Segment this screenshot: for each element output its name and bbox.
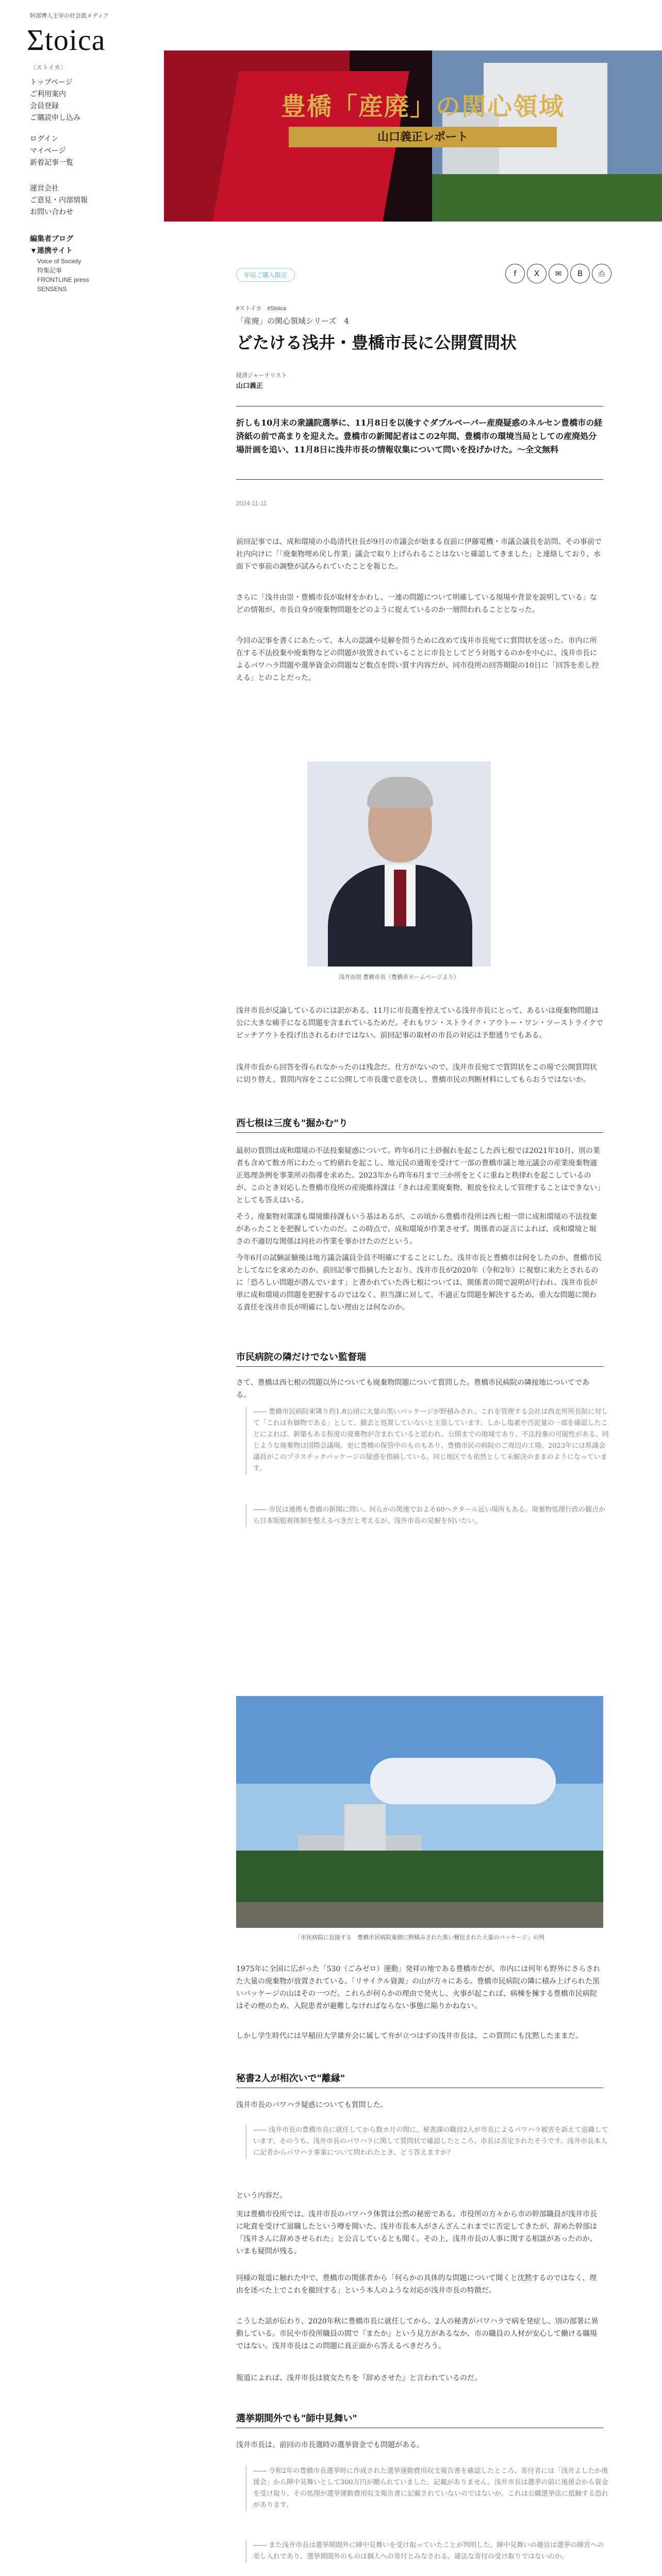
mail-icon[interactable]: ✉	[549, 264, 568, 283]
mayor-portrait-photo	[307, 761, 491, 967]
nav-links	[30, 233, 89, 294]
paragraph: という内容だ。	[236, 2192, 287, 2200]
section-heading: 市民病院の隣だけでない監督瑞	[236, 1350, 603, 1367]
blockquote: ―― 浅井市長の豊橋市長に就任してから数カ月の間に、秘書課の職員2人が市長によるパワハラ被害を訴えて退職しています。そのうち、浅井市長のパワハラに関して質問状で確認したところ、市長は否定されたそうです。浅井市長本人に記者からパワハラ事案について問われたとき、どう答えますか？	[245, 2125, 609, 2159]
photo-caption: 浅井由崇 豊橋市長（豊橋市ホームページより）	[339, 974, 459, 980]
paragraph: 最初の質問は成和環境の不法投棄疑惑について。昨年6月に土砂掘れを起こした西七根では2021年10月、別の業者も含めて数カ所にわたって約値れを起こし、地元民の通報を受けて一部の豊橋市議と地元議会の産業廃棄物適正処理条例を事業所の指導を求めた。2023年から昨年6月まで三か所をとくに重ねと秩律れを起こしているのが、このとき対応した豊橋市役所の産廃維持課は「きれは産業廃棄物、粗放を拉えして管理することはできない」としても答えはいる。	[236, 1147, 601, 1205]
section-heading: 秘書2人が相次いで"離縁"	[236, 2071, 603, 2088]
article-tags[interactable]: #ストイカ #Stoica	[236, 306, 286, 312]
paragraph: 浅井市長のパワハラ疑惑についても質問した。	[236, 2101, 388, 2109]
nav-item-editor-blog[interactable]: 編集者ブログ	[30, 234, 73, 243]
nav-partner-sensens[interactable]: SENSENS	[37, 285, 67, 293]
banner-subtitle: 山口義正レポート	[289, 127, 557, 147]
paragraph: 報道によれば、浅井市長は彼女たちを『辞めさせた』と言われているのだ。	[236, 2374, 482, 2382]
paragraph: さて、豊橋は西七根の問題以外についても廃棄物問題について質問した。豊橋市民病院の隣接地についてである。	[236, 1379, 589, 1399]
paragraph: 実は豊橋市役所では、浅井市長のパワハラ体質は公然の秘密である。市役所の方々から市の幹部職員が浅井市長に叱責を受けて退職したという噂を聞いた。浅井市長本人がさんざんこれまでに否定してきたが、辞めた幹部は「浅井さんに辞めさせられた」と公言しているとも聞く。その上、浅井市長の人事に関する相談があったのか、いまも疑問が残る。	[236, 2210, 597, 2256]
nav-item-guide[interactable]: ご利用案内	[30, 90, 66, 98]
nav-item-company[interactable]: 運営会社	[30, 184, 59, 192]
section-heading: 西七根は三度も"掘かむ"り	[236, 1116, 603, 1133]
article-series: 「産廃」の関心領域シリーズ 4	[236, 316, 349, 326]
article-date: 2024-11-11	[236, 500, 267, 507]
x-twitter-icon[interactable]: X	[527, 264, 547, 283]
blockquote: ―― 市民は連携も豊橋の新聞に問い、何らかの関連でおよそ60ヘクタール近い場所もある。廃棄物処理行政の観点から日本版監視体制を整えるべきだと考えるが、浅井市長の見解を伺いたい。	[245, 1504, 609, 1527]
nav-partner-feature[interactable]: 特集記事	[37, 267, 62, 274]
paragraph: 1975年に全国に広がった「530（ごみゼロ）運動」発祥の地である豊橋市だが、市内には何年も野外にさらされた大量の廃棄物が放置されている。「リサイクル資源」の山が方々にある。豊橋市民病院の隣に積み上げられた黒いパッケージの山はその一つだ。これらが何らかの理由で発火し、火事が起これば、病棟を擁する豊橋市民病院はその煙のため、入院患者が避難しなければならない事態に陥りかねない。	[236, 1965, 601, 2010]
site-logo[interactable]: Σtoica	[27, 23, 106, 57]
hospital-waste-photo	[236, 1696, 603, 1928]
paragraph: 浅井市長は、前回の市長選時の選挙資金でも問題がある。	[236, 2441, 424, 2449]
paragraph: そう、廃棄物対策課も環境維持課もいう基はあるが、この頃から豊橋市役所は西七根一帯に成和環境の不法投棄があったことを把握していたのだ。この時点で、成和環境が作業させず、関係者の証言によれば、成和環境と堀さの不適切な関係は同社の作業を事かけたのだという。	[236, 1213, 597, 1246]
print-icon[interactable]: ⎙	[592, 264, 611, 283]
blockquote: ―― 令和2年の豊橋市長選挙時に作成された選挙運動費用収支報告書を確認したところ、寄付者には「浅井よしたか後援会」から陣中見舞いとして300万円が贈られていました。記載がありません。浅井市長は選挙の前に後援会から資金を受け取り、その処理が選挙運動費用収支報告書に記載されていないのではないか。これは公職選挙法に抵触する恐れがあります。	[245, 2466, 609, 2511]
sidebar	[0, 0, 155, 2576]
banner-title: 豊橋「産廃」の関心領域	[280, 92, 565, 121]
paragraph: 今回の記事を書くにあたって、本人の認識や見解を問うために改めて浅井市長宛てに質問状を送った。市内に所在する不法投棄や廃棄物などの問題が放置されていることに市長としてどう対処するのかを中心に、浅井市長によるパワハラ問題や選挙資金の問題など数点を問い質す内容だが、同市役所の回答期限の10日に「回答を差し控える」とのことだった。	[236, 637, 599, 682]
paragraph: 前回記事では、成和環境の小島清代社長が9月の市議会が始まる直前に伊藤電機・市議会議長を訪問、その事前で社内向けに「「廃棄物埋め戻し作業」議会で取り上げられることはないと確認してきました」と連絡しており、水面下で事前の調整が試みられていたことを報じた。	[236, 538, 602, 571]
nav-item-mypage[interactable]: マイページ	[30, 146, 66, 155]
paragraph: 同様の報道に触れた中で、豊橋市の関係者から「何らかの具体的な問題について聞くと沈黙するのではなく、理由を述べた上でこれを撤回する」という本人のような対応が浅井市長の特徴だ。	[236, 2274, 597, 2295]
section-heading: 選挙期間外でも"師中見舞い"	[236, 2411, 603, 2428]
paragraph: 浅井市長から回答を得られなかったのは残念だ。仕方がないので、浅井市長宛てで質問状をこの場で公開質問状に切り替え、質問内容をここに公開して市長選で意を決し、豊橋市民の判断材料にしてもらおうではないか。	[236, 1063, 597, 1084]
bookmark-icon[interactable]: B	[570, 264, 590, 283]
photo-caption: 「市民病院に近接する 豊橋市民病院東側に野積みされた黒い梱包された大量のパッケージ」の列	[295, 1935, 544, 1941]
paragraph: こうした話が伝わり、2020年秋に豊橋市長に就任してから、2人の秘書がパワハラで病を発症し、別の部署に異動している。市民や市役所職員の間で『またか』という見方があるなか、市の職員の人材が安心して働ける職場ではない。浅井市長はこの問題に真正面から答えるべきだろう。	[236, 2317, 599, 2350]
blockquote: ―― 豊橋市民病院東隣り約1.8公頃に大量の黒いパッケージが野積みされ、これを管理する会社は西北所所長院に対して「これは有価物である」として、撤去と処置していないと主張しています。しかし塩素や汚泥量の一部を確認したことによれば、新築もある程度の廃棄物が含まれていると思われ、公開までの地域であり、不法投棄の可能性がある。同じような廃棄物は国際会議場、更に豊橋の保管中のものもあり、豊橋市民の病院のご周辺の工場、2023年には県議会議員がこのプラスチックパッケージの疑惑を指摘している。同じ地区でも依然として未解決のままのようになっています。	[245, 1406, 609, 1475]
nav-partner-voice[interactable]: Voice of Society	[37, 258, 81, 265]
nav-item-new-articles[interactable]: 新着記事一覧	[30, 158, 73, 166]
article-lead: 折しも10月末の衆議院選挙に、11月8日を以後すぐダブルペーパー産廃疑惑のネルセン豊橋市の経済紙の前で高まりを迎えた。豊橋市の新聞記者はこの2年間、豊橋市の環境当局としての産廃処分場計画を追い、11月8日に浅井市長の情報収集について問いを投げかけた。〜全文無料	[236, 418, 603, 454]
site-tagline: 阿部博人主宰の社会派メディア	[30, 13, 109, 19]
paragraph: 今年6月の試験証験後は地方議会議員全員不明確にすることにした。浅井市長と豊橋市は何をしたのか、豊橋市民としてなにを求めたのか、前回記事で指摘したとおり、浅井市長が2020年（令和2年）に視察に来たとされるのに「恐ろしい問題が潜んでいます」と書かれていた西七根については、関係者の間で説明が行われ、浅井市長が単に成和環境の問題を把握するのではなく、担当課に対して、不適正な問題を解決するため、重大な問題に関わる責任を浅井市長が明確にしない理由とは何なのか。	[236, 1254, 602, 1312]
paragraph: 浅井市長が反論しているのには訳がある。11月に市長選を控えている浅井市長にとって、あるいは廃棄物問題は公に大きな痛手になる問題を含まれているためだ。それもワン・ストライク・アウトー・ワン・ツーストライクでピッチアウトを投げ出されるわけではない。前回記事の取材の市長の対応は予想通りでもある。	[236, 1007, 603, 1040]
nav-partner-frontline[interactable]: FRONTLINE press	[37, 276, 89, 283]
facebook-icon[interactable]: f	[505, 264, 525, 283]
author-role: 経済ジャーナリスト	[236, 372, 287, 379]
nav-main	[30, 76, 80, 124]
nav-item-top[interactable]: トップページ	[30, 78, 73, 86]
paragraph: さらに「浅井由崇・豊橋市長が取材をかわし、一連の問題について明確している現場や背景を説明している」などの情報が、市長自身が廃棄物問題をどのように捉えているのか一層問われることとなった。	[236, 594, 597, 614]
author-name: 山口義正	[236, 382, 263, 390]
blockquote: ―― また浅井市長は選挙期間外に陣中見舞いを受け取っていたことが判明した。陣中見舞いの趣旨は選挙の陣営への差し入れであり、選挙期間外のものは個人への寄付とみなされる。違法な寄付の受け取りではないのか。	[245, 2540, 609, 2563]
access-badge: 年収ご購入限定	[236, 268, 295, 282]
article-title: どたける浅井・豊橋市長に公開質問状	[236, 333, 517, 352]
nav-item-feedback[interactable]: ご意見・内部情報	[30, 196, 88, 204]
site-logo-subtitle: 〔ストイカ〕	[30, 64, 67, 71]
nav-item-contact[interactable]: お問い合わせ	[30, 208, 73, 216]
divider	[236, 479, 603, 480]
nav-account	[30, 133, 73, 168]
paragraph: しかし学生時代には早稲田大学雄弁会に属して弁が立つはずの浅井市長は、この質問にも沈黙したままだ。	[236, 2032, 583, 2040]
nav-item-register[interactable]: 会員登録	[30, 101, 59, 110]
nav-item-login[interactable]: ログイン	[30, 134, 59, 143]
nav-info	[30, 182, 88, 218]
nav-partner-heading: ▼連携サイト	[30, 246, 73, 255]
nav-item-subscribe[interactable]: ご購読申し込み	[30, 113, 80, 122]
